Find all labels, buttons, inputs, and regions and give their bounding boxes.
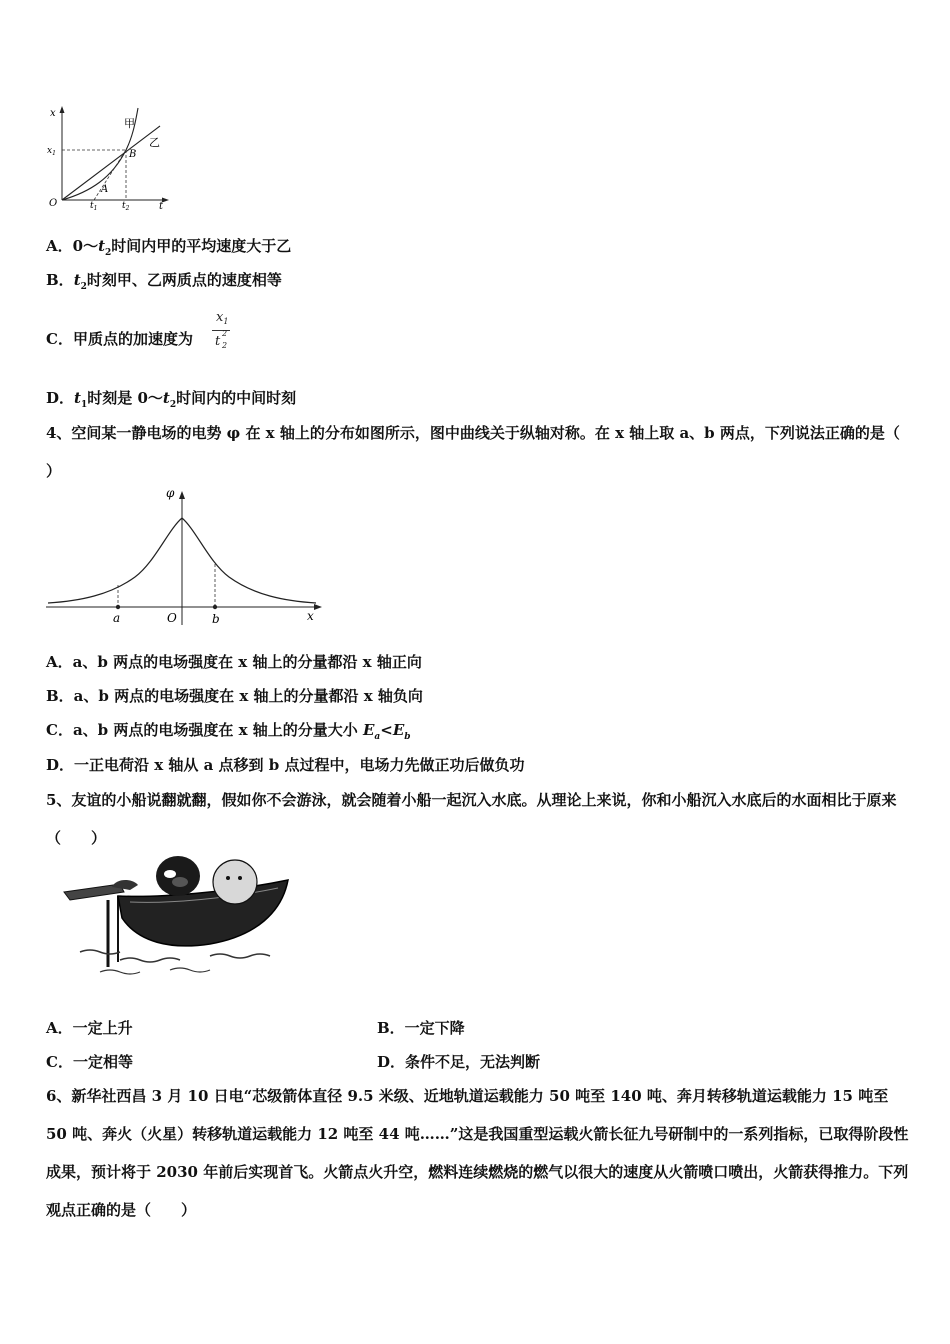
q4-stem: 4、空间某一静电场的电势 φ 在 x 轴上的分布如图所示，图中曲线关于纵轴对称。在 x 轴上取 a、b 两点，下列说法正确的是（ ） xyxy=(46,424,900,480)
q3-option-d[interactable]: D．$t_1$时刻是 $0\sim t_2$时间内的中间时刻 xyxy=(46,389,297,410)
q3-option-b[interactable]: B．$t_2$时刻甲、乙两质点的速度相等 xyxy=(46,271,282,292)
line-yi xyxy=(62,126,160,200)
point-a-label: a xyxy=(113,611,121,625)
q4-option-a[interactable]: A．a、b 两点的电场强度在 x 轴上的分量都沿 x 轴正向 xyxy=(46,653,422,671)
line-yi-label: 乙 xyxy=(149,136,160,149)
graph1-t1-label: $t_1$ xyxy=(90,201,98,212)
q5-option-d[interactable]: D．条件不足，无法判断 xyxy=(377,1053,541,1071)
q5-option-b[interactable]: B．一定下降 xyxy=(377,1019,465,1037)
point-b-dot xyxy=(213,605,217,609)
phi-axis-label: φ xyxy=(166,486,175,500)
xt-graph xyxy=(40,100,180,215)
point-b-label: B xyxy=(129,149,137,160)
curve-jia-label: 甲 xyxy=(124,117,135,130)
point-b-label: b xyxy=(212,612,220,626)
graph1-y-label: x xyxy=(50,108,56,119)
q4-option-d[interactable]: D．一正电荷沿 x 轴从 a 点移到 b 点过程中，电场力先做正功后做负功 xyxy=(46,756,525,774)
graph1-t2-label: $t_2$ xyxy=(122,201,130,212)
q5-option-c[interactable]: C．一定相等 xyxy=(46,1053,133,1071)
point-a-label: A xyxy=(101,184,109,195)
potential-graph xyxy=(40,485,330,630)
q3-option-c[interactable]: C．甲质点的加速度为 xyxy=(46,330,193,348)
boat-illustration xyxy=(60,852,300,982)
q6-stem: 6、新华社西昌 3 月 10 日电“芯级箭体直径 9.5 米级、近地轨道运载能力 50 吨至 140 吨、奔月转移轨道运载能力 15 吨至 50 吨、奔火（火星）转移轨道运载能力 12 吨至 44 吨……”这是我国重型运载火箭长征九号研制中的一系列指标，已取得阶段性成果，预计将于 2030 年前后实现首飞。火箭点火升空，燃料连续燃烧的燃气以很大的速度从火箭喷口喷出，火箭获得推力。下列观点正确的是（ ） xyxy=(46,1087,909,1219)
acceleration-fraction: $x_1$ t 2 2 xyxy=(212,310,232,356)
q3-option-a[interactable]: A．$0\sim t_2$时间内甲的平均速度大于乙 xyxy=(46,237,292,258)
q4-option-b[interactable]: B．a、b 两点的电场强度在 x 轴上的分量都沿 x 轴负向 xyxy=(46,687,423,705)
q5-option-a[interactable]: A．一定上升 xyxy=(46,1019,133,1037)
graph1-t-axis-label: t xyxy=(159,201,164,212)
graph1-origin: O xyxy=(49,198,58,209)
point-a-dot xyxy=(116,605,120,609)
q4-option-c[interactable]: C．a、b 两点的电场强度在 x 轴上的分量大小 $E_a<E_b$ xyxy=(46,721,411,742)
x-axis-label: x xyxy=(307,609,314,623)
q5-stem: 5、友谊的小船说翻就翻，假如你不会游泳，就会随着小船一起沉入水底。从理论上来说，你和小船沉入水底后的水面相比于原来（ ） xyxy=(46,791,897,847)
origin-label: O xyxy=(167,611,177,625)
graph1-x1-label: $x_1$ xyxy=(47,146,56,157)
